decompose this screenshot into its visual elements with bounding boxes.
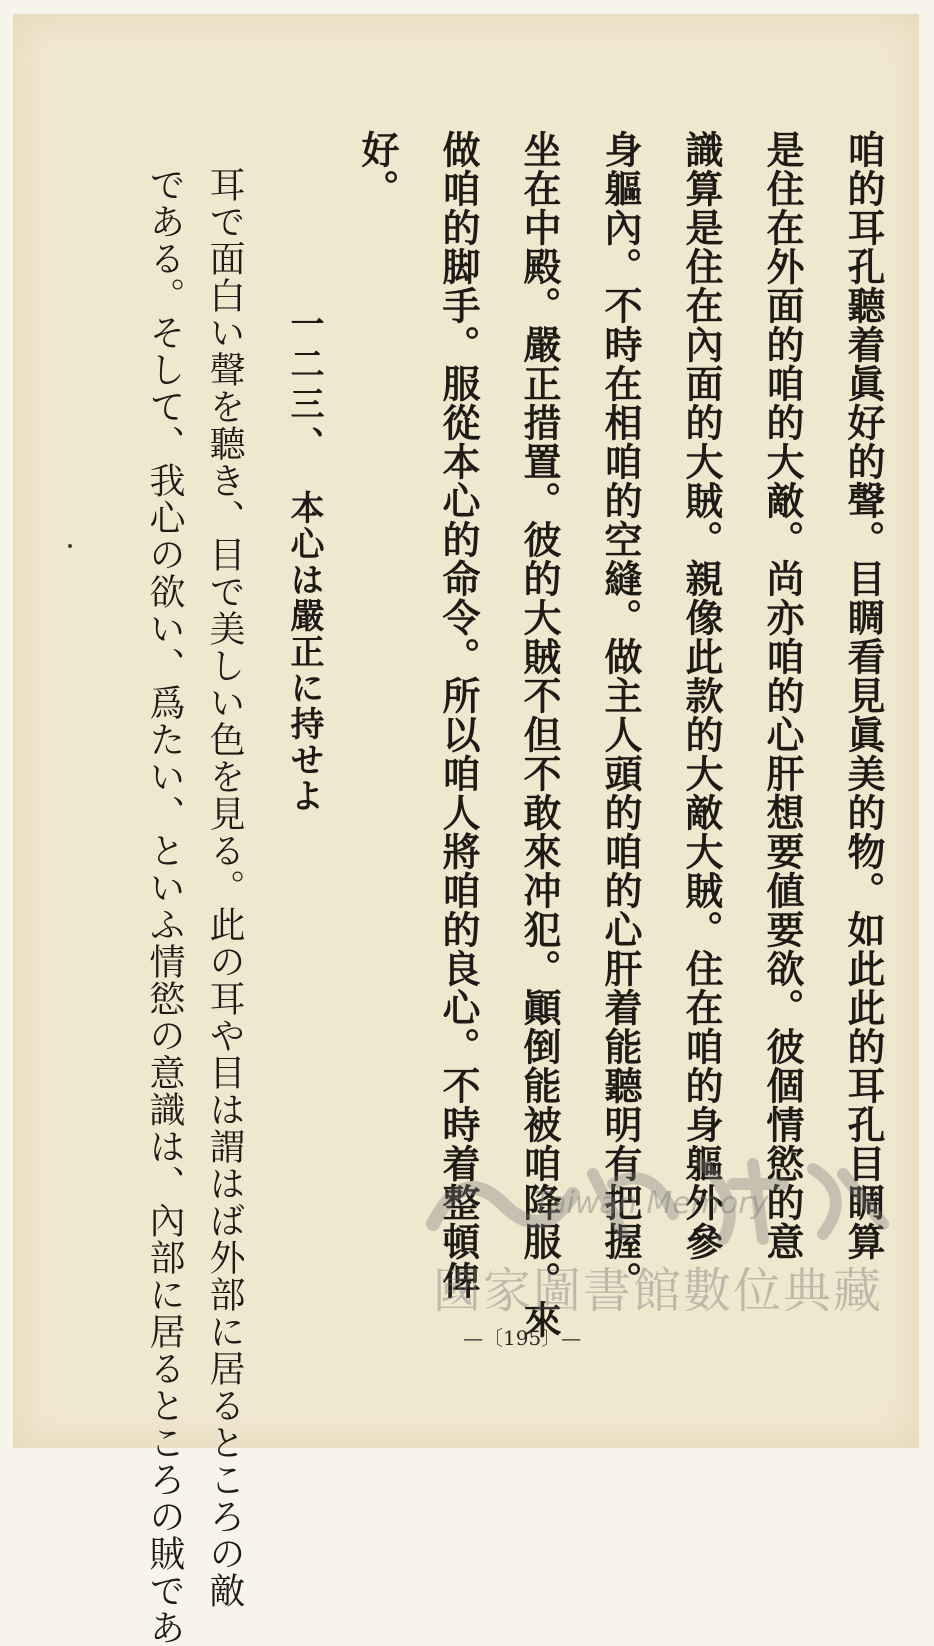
taiwanese-column-6: 做咱的脚手。服從本心的命令。所以咱人將咱的良心。不時着整頓俾 [436, 130, 481, 1300]
taiwanese-column-3: 識算是住在內面的大賊。親像此款的大敵大賊。住在咱的身軀外參 [679, 130, 724, 1261]
taiwanese-column-7: 好。 [355, 130, 400, 208]
watermark-latin: Taiwan Memory [533, 1186, 769, 1221]
taiwanese-column-1: 咱的耳孔聽着眞好的聲。目睭看見眞美的物。如此此的耳孔目睭算 [841, 130, 886, 1261]
taiwanese-column-4: 身軀內。不時在相咱的空縫。做主人頭的咱的心肝着能聽明有把握。 [598, 130, 643, 1300]
watermark-stamp [423, 1144, 893, 1344]
book-page [13, 14, 919, 1646]
taiwanese-column-5: 坐在中殿。嚴正措置。彼的大賊不但不敢來冲犯。顚倒能被咱降服。來 [517, 130, 562, 1339]
heading-title: 本心は嚴正に持せよ [284, 490, 324, 814]
japanese-column-2: である。そして、我心の欲い、爲たい、といふ情慾の意識は、內部に居るところの賊であ [144, 166, 185, 1646]
watermark-chinese: 國家圖書館數位典藏 [433, 1263, 884, 1319]
japanese-column-1: 耳で面白い聲を聽き、目で美しい色を見る。此の耳や目は謂はば外部に居るところの敵 [204, 166, 245, 1609]
section-heading [276, 306, 332, 814]
heading-number: 一二三、 [284, 306, 324, 466]
taiwanese-column-2: 是住在外面的咱的大敵。尚亦咱的心肝想要値要欲。彼個情慾的意 [760, 130, 805, 1261]
paper-speck [68, 544, 72, 548]
page-number: —〔195〕— [463, 1326, 582, 1350]
